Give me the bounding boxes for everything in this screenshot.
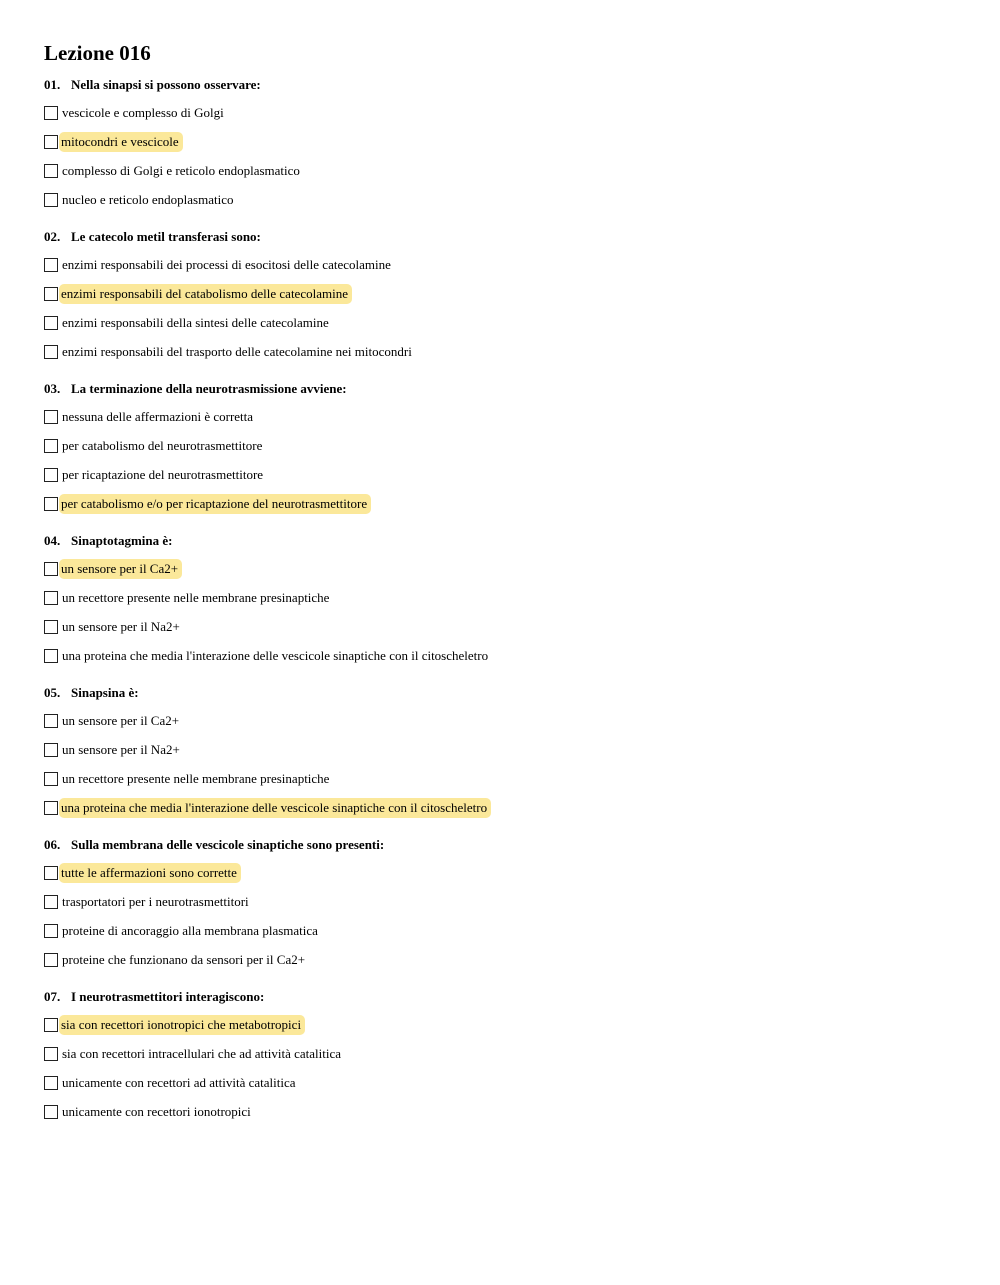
question-text: Le catecolo metil transferasi sono: — [71, 229, 261, 244]
answer-option[interactable] — [44, 156, 964, 185]
answer-option[interactable] — [44, 250, 964, 279]
answer-checkbox[interactable] — [44, 164, 58, 178]
answer-label: proteine che funzionano da sensori per il Ca2+ — [62, 951, 306, 967]
question-heading — [44, 380, 964, 398]
answer-label: unicamente con recettori ionotropici — [62, 1103, 251, 1119]
answer-checkbox[interactable] — [44, 1076, 58, 1090]
answer-option[interactable] — [44, 764, 964, 793]
question-block — [44, 228, 964, 366]
answer-label: per catabolismo del neurotrasmettitore — [62, 437, 263, 453]
answer-option[interactable] — [44, 1097, 964, 1126]
answer-checkbox[interactable] — [44, 895, 58, 909]
answer-option[interactable] — [44, 431, 964, 460]
question-heading — [44, 76, 964, 94]
answer-label: enzimi responsabili della sintesi delle catecolamine — [62, 314, 329, 330]
question-heading — [44, 988, 964, 1006]
question-number: 07. — [44, 989, 61, 1004]
answer-checkbox[interactable] — [44, 345, 58, 359]
question-heading — [44, 684, 964, 702]
answer-label: trasportatori per i neurotrasmettitori — [62, 893, 249, 909]
answer-option[interactable] — [44, 945, 964, 974]
answer-checkbox[interactable] — [44, 866, 58, 880]
question-text: La terminazione della neurotrasmissione avviene: — [71, 381, 347, 396]
answer-checkbox[interactable] — [44, 801, 58, 815]
answer-option[interactable] — [44, 98, 964, 127]
answer-option[interactable] — [44, 185, 964, 214]
answer-checkbox[interactable] — [44, 439, 58, 453]
answer-checkbox[interactable] — [44, 649, 58, 663]
answer-checkbox[interactable] — [44, 468, 58, 482]
question-heading — [44, 836, 964, 854]
answer-label: sia con recettori intracellulari che ad attività catalitica — [62, 1045, 341, 1061]
question-block — [44, 532, 964, 670]
answer-checkbox[interactable] — [44, 497, 58, 511]
answer-label-highlighted: un sensore per il Ca2+ — [59, 559, 182, 579]
answer-checkbox[interactable] — [44, 953, 58, 967]
answer-option[interactable] — [44, 489, 964, 518]
answer-label: enzimi responsabili dei processi di esocitosi delle catecolamine — [62, 256, 391, 272]
answer-label-highlighted: mitocondri e vescicole — [59, 132, 183, 152]
answer-label: vescicole e complesso di Golgi — [62, 104, 224, 120]
answer-label: unicamente con recettori ad attività catalitica — [62, 1074, 296, 1090]
question-number: 05. — [44, 685, 61, 700]
answer-label: enzimi responsabili del trasporto delle catecolamine nei mitocondri — [62, 343, 412, 359]
answer-checkbox[interactable] — [44, 106, 58, 120]
answer-checkbox[interactable] — [44, 410, 58, 424]
answer-label: un sensore per il Ca2+ — [62, 712, 180, 728]
answer-checkbox[interactable] — [44, 1018, 58, 1032]
question-number: 04. — [44, 533, 61, 548]
answer-option[interactable] — [44, 337, 964, 366]
answer-option[interactable] — [44, 1010, 964, 1039]
answer-option[interactable] — [44, 583, 964, 612]
question-block — [44, 380, 964, 518]
answer-label-highlighted: tutte le affermazioni sono corrette — [59, 863, 241, 883]
answer-checkbox[interactable] — [44, 287, 58, 301]
answer-label: una proteina che media l'interazione delle vescicole sinaptiche con il citoscheletro — [62, 647, 489, 663]
page-title: Lezione 016 — [44, 41, 151, 65]
question-heading — [44, 228, 964, 246]
answer-label: un recettore presente nelle membrane presinaptiche — [62, 589, 330, 605]
question-text: I neurotrasmettitori interagiscono: — [71, 989, 265, 1004]
answer-option[interactable] — [44, 1039, 964, 1068]
question-text: Sulla membrana delle vescicole sinaptiche sono presenti: — [71, 837, 385, 852]
answer-option[interactable] — [44, 1068, 964, 1097]
answer-checkbox[interactable] — [44, 258, 58, 272]
answer-option[interactable] — [44, 554, 964, 583]
answer-checkbox[interactable] — [44, 620, 58, 634]
question-block — [44, 988, 964, 1126]
answer-option[interactable] — [44, 308, 964, 337]
answer-checkbox[interactable] — [44, 1047, 58, 1061]
answer-label-highlighted: enzimi responsabili del catabolismo delle catecolamine — [59, 284, 352, 304]
answer-option[interactable] — [44, 916, 964, 945]
answer-label: nucleo e reticolo endoplasmatico — [62, 191, 234, 207]
question-heading — [44, 532, 964, 550]
answer-label: per ricaptazione del neurotrasmettitore — [62, 466, 264, 482]
answer-option[interactable] — [44, 127, 964, 156]
answer-option[interactable] — [44, 735, 964, 764]
answer-option[interactable] — [44, 706, 964, 735]
question-block — [44, 76, 964, 214]
answer-checkbox[interactable] — [44, 1105, 58, 1119]
answer-option[interactable] — [44, 612, 964, 641]
answer-checkbox[interactable] — [44, 591, 58, 605]
answer-label: un sensore per il Na2+ — [62, 741, 180, 757]
answer-option[interactable] — [44, 279, 964, 308]
question-text: Sinapsina è: — [71, 685, 139, 700]
answer-checkbox[interactable] — [44, 743, 58, 757]
answer-checkbox[interactable] — [44, 772, 58, 786]
answer-checkbox[interactable] — [44, 193, 58, 207]
question-number: 02. — [44, 229, 61, 244]
answer-checkbox[interactable] — [44, 135, 58, 149]
question-block — [44, 684, 964, 822]
answer-option[interactable] — [44, 460, 964, 489]
answer-label-highlighted: una proteina che media l'interazione delle vescicole sinaptiche con il citoscheletro — [59, 798, 491, 818]
answer-checkbox[interactable] — [44, 562, 58, 576]
question-number: 06. — [44, 837, 61, 852]
question-text: Nella sinapsi si possono osservare: — [71, 77, 261, 92]
answer-option[interactable] — [44, 402, 964, 431]
answer-label: complesso di Golgi e reticolo endoplasmatico — [62, 162, 300, 178]
answer-label-highlighted: sia con recettori ionotropici che metabotropici — [59, 1015, 305, 1035]
answer-label: proteine di ancoraggio alla membrana plasmatica — [62, 922, 318, 938]
answer-label: un recettore presente nelle membrane presinaptiche — [62, 770, 330, 786]
question-number: 03. — [44, 381, 61, 396]
answer-option[interactable] — [44, 641, 964, 670]
answer-option[interactable] — [44, 793, 964, 822]
answer-checkbox[interactable] — [44, 924, 58, 938]
answer-checkbox[interactable] — [44, 714, 58, 728]
answer-option[interactable] — [44, 858, 964, 887]
answer-label: un sensore per il Na2+ — [62, 618, 180, 634]
question-number: 01. — [44, 77, 61, 92]
answer-option[interactable] — [44, 887, 964, 916]
question-text: Sinaptotagmina è: — [71, 533, 173, 548]
question-block — [44, 836, 964, 974]
answer-label: nessuna delle affermazioni è corretta — [62, 408, 254, 424]
answer-checkbox[interactable] — [44, 316, 58, 330]
question-list — [44, 76, 964, 1140]
answer-label-highlighted: per catabolismo e/o per ricaptazione del neurotrasmettitore — [59, 494, 371, 514]
